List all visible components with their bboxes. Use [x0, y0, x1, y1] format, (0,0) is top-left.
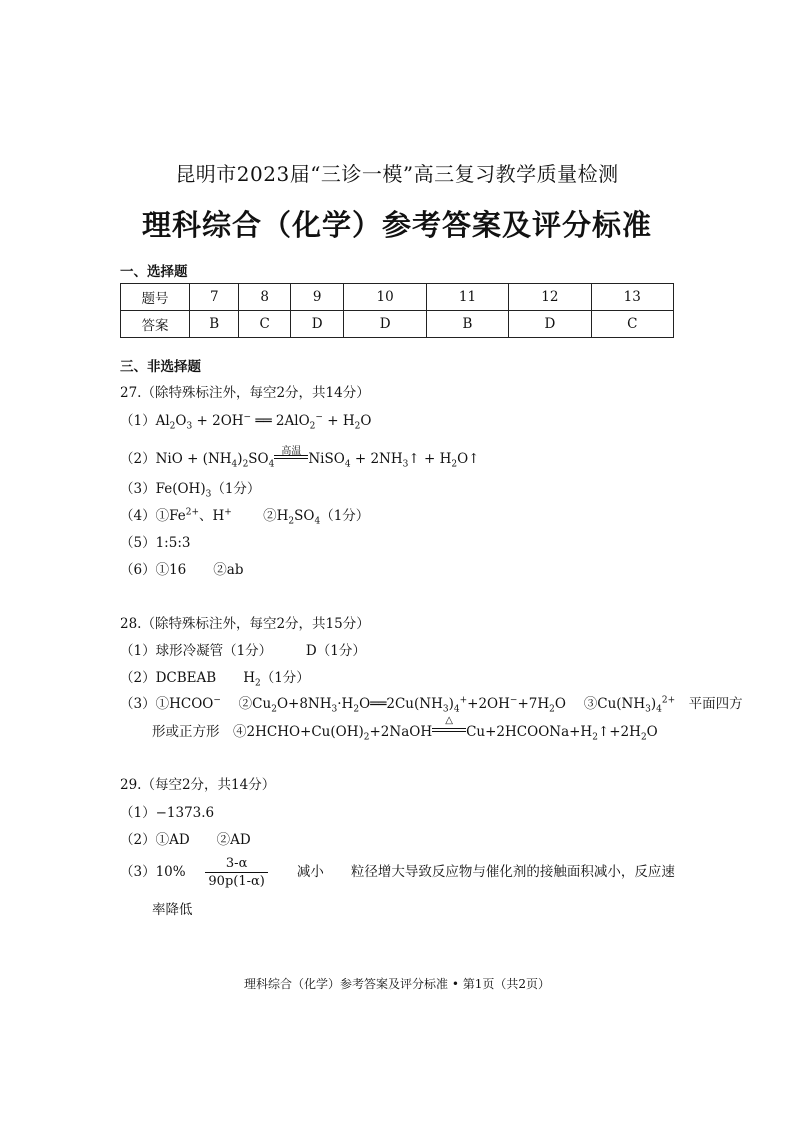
q29-answer-2: （2）①AD ②AD: [120, 832, 251, 848]
choice-answer-table: [120, 283, 674, 338]
table-cell: 12: [509, 284, 591, 311]
row-label-number: 题号: [121, 284, 190, 311]
reaction-condition: 高温: [274, 455, 308, 463]
q27-answer-6: （6）①16 ②ab: [120, 562, 244, 578]
answer-key-title: 理科综合（化学）参考答案及评分标准: [141, 208, 652, 242]
section-nonchoice-heading: 三、非选择题: [120, 359, 201, 375]
table-cell: C: [239, 311, 290, 338]
q28-answer-2: （2）DCBEAB $H_2(1$分）: [120, 670, 310, 689]
table-cell: B: [190, 311, 239, 338]
q28-heading: 28.（除特殊标注外，每空2分，共15分）: [120, 616, 370, 632]
table-cell: D: [290, 311, 344, 338]
table-cell: D: [344, 311, 426, 338]
table-cell: D: [509, 311, 591, 338]
q27-heading: 27.（除特殊标注外，每空2分，共14分）: [120, 385, 370, 401]
q28-answer-1: （1）球形冷凝管（1分） D（1分）: [120, 643, 366, 659]
q28-answer-3-continued: 形或正方形 $④2HCHO+Cu(OH)_2+2NaOH$ △ $Cu+2HCOONa+H_2↑+2H_2O$: [152, 715, 658, 743]
q29-heading: 29.（每空2分，共14分）: [120, 777, 276, 793]
table-cell: 9: [290, 284, 344, 311]
q27-answer-3: $(3)Fe(OH)_3(1$分）: [120, 481, 261, 500]
fraction-expression: $\frac{3-\alpha}{90p(1-\alpha)}$: [205, 856, 267, 889]
page-footer: 理科综合（化学）参考答案及评分标准 • 第1页（共2页）: [244, 977, 550, 991]
row-label-answer: 答案: [121, 311, 190, 338]
q27-answer-1: $(1)Al_2O_3 + 2OH^-$ ══ $2AlO_2^- + H_2O$: [120, 412, 372, 432]
table-cell: 11: [426, 284, 508, 311]
q27-answer-4: $(4)①Fe^{2+}$、H+ $②H_2SO_4(1$分）: [120, 507, 370, 527]
table-cell: 7: [190, 284, 239, 311]
table-cell: B: [426, 311, 508, 338]
exam-title: 昆明市2023届“三诊一模”高三复习教学质量检测: [175, 162, 619, 186]
q29-answer-3: （3）10% $\frac{3-\alpha}{90p(1-\alpha)}$ 减小 粒径增大导致反应物与催化剂的接触面积减小，反应速: [120, 856, 675, 889]
q29-answer-1: （1）−1373.6: [120, 805, 215, 821]
table-row: [121, 284, 674, 311]
reaction-condition: △: [432, 728, 466, 736]
table-cell: 13: [591, 284, 673, 311]
table-cell: 10: [344, 284, 426, 311]
table-row: [121, 311, 674, 338]
q27-answer-5: （5）1:5:3: [120, 535, 191, 551]
table-cell: C: [591, 311, 673, 338]
q28-answer-3: （3）①HCOO− $②Cu_2O+8NH_3\cdot H_2O══2Cu(NH_3)_4^++2OH^-+7H_2O$ $③Cu(NH_3)_4^{2+}$ 平面四方: [120, 695, 743, 715]
q29-answer-3-continued: 率降低: [152, 902, 193, 918]
table-cell: 8: [239, 284, 290, 311]
section-choice-heading: 一、选择题: [120, 264, 188, 280]
q27-answer-2: $(2)NiO + (NH_4)_2SO_4$ 高温 NiSO$_4$ + $2NH_3↑$ + $H_2O↑$: [120, 446, 480, 470]
